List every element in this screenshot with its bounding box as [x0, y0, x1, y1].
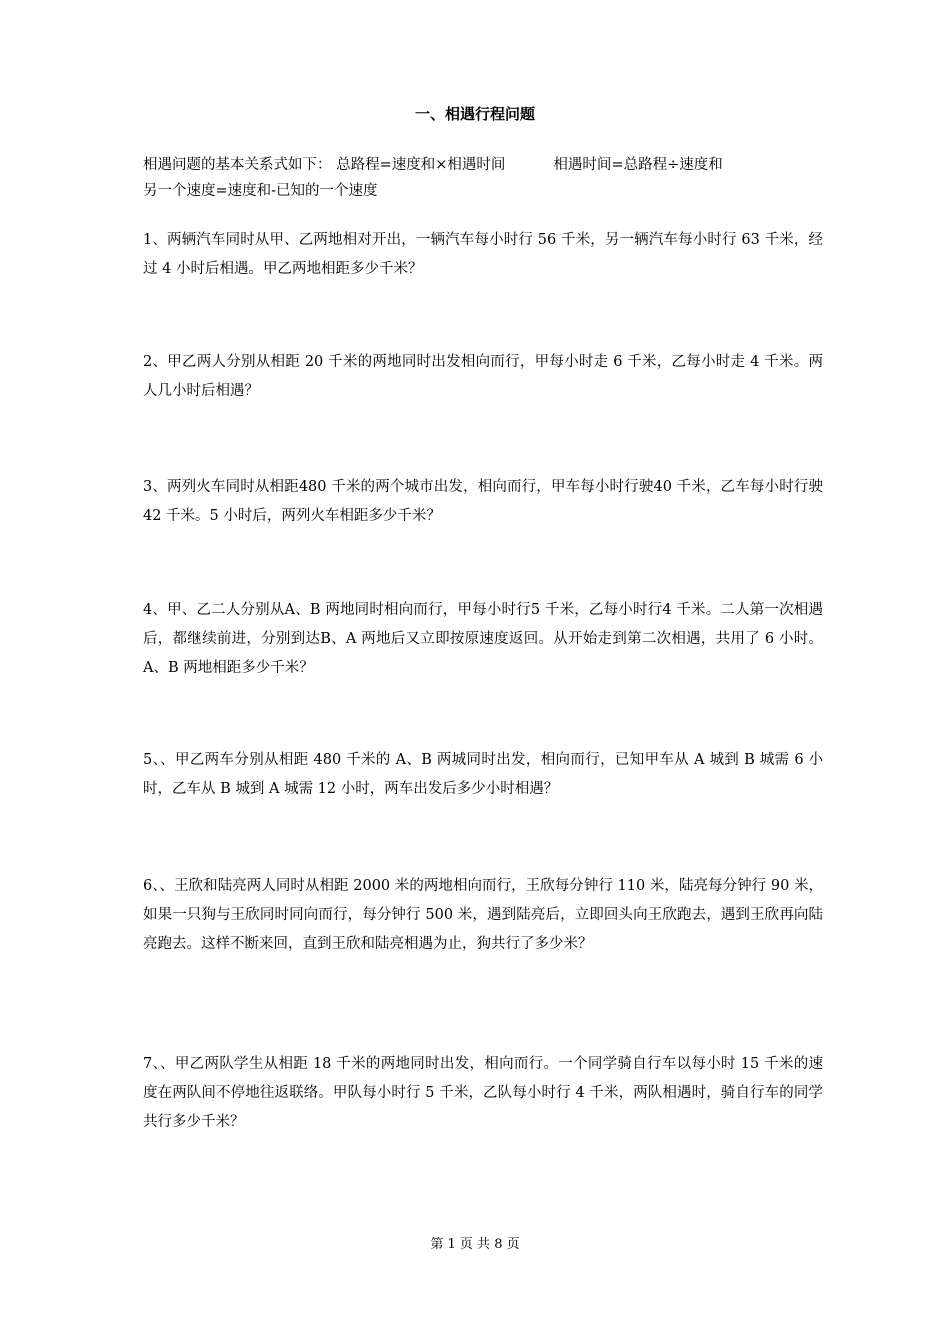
formula-total-distance: 总路程=速度和×相遇时间 [336, 157, 506, 173]
page-footer: 第 1 页 共 8 页 [430, 1237, 520, 1252]
formula-meeting-time: 相遇时间=总路程÷速度和 [553, 157, 723, 173]
problem-6: 6、、王欣和陆亮两人同时从相距 2000 米的两地相向而行，王欣每分钟行 110 米，陆亮每分钟行 90 米，如果一只狗与王欣同时同向而行，每分钟行 500 米，遇到陆亮后，立即回头向王欣跑去，遇到王欣再向陆亮跑去。这样不断来回，直到王欣和陆亮相遇为止，狗共行了多少米？ [143, 878, 823, 952]
intro-label: 相遇问题的基本关系式如下： [143, 157, 332, 173]
problem-7: 7、、甲乙两队学生从相距 18 千米的两地同时出发，相向而行。一个同学骑自行车以每小时 15 千米的速度在两队间不停地往返联络。甲队每小时行 5 千米，乙队每小时行 4 千米，两队相遇时，骑自行车的同学共行多少千米？ [143, 1056, 823, 1130]
formula-other-speed: 另一个速度=速度和-已知的一个速度 [143, 183, 378, 199]
problem-1: 1、两辆汽车同时从甲、乙两地相对开出，一辆汽车每小时行 56 千米，另一辆汽车每小时行 63 千米，经过 4 小时后相遇。甲乙两地相距多少千米？ [143, 232, 823, 277]
problem-3: 3、两列火车同时从相距480 千米的两个城市出发，相向而行，甲车每小时行驶40 千米，乙车每小时行驶 42 千米。5 小时后，两列火车相距多少千米？ [143, 479, 823, 524]
page-title: 一、相遇行程问题 [414, 105, 535, 123]
problem-4: 4、甲、乙二人分别从A、B 两地同时相向而行，甲每小时行5 千米，乙每小时行4 千米。二人第一次相遇后，都继续前进，分别到达B、A 两地后又立即按原速度返回。从开始走到第二次相遇，共用了 6 小时。A、B 两地相距多少千米？ [143, 602, 823, 676]
intro-formulas [143, 152, 823, 204]
problem-5: 5、、甲乙两车分别从相距 480 千米的 A、B 两城同时出发，相向而行，已知甲车从 A 城到 B 城需 6 小时，乙车从 B 城到 A 城需 12 小时，两车出发后多少小时相遇？ [143, 752, 823, 797]
problem-2: 2、甲乙两人分别从相距 20 千米的两地同时出发相向而行，甲每小时走 6 千米，乙每小时走 4 千米。两人几小时后相遇？ [143, 354, 823, 399]
